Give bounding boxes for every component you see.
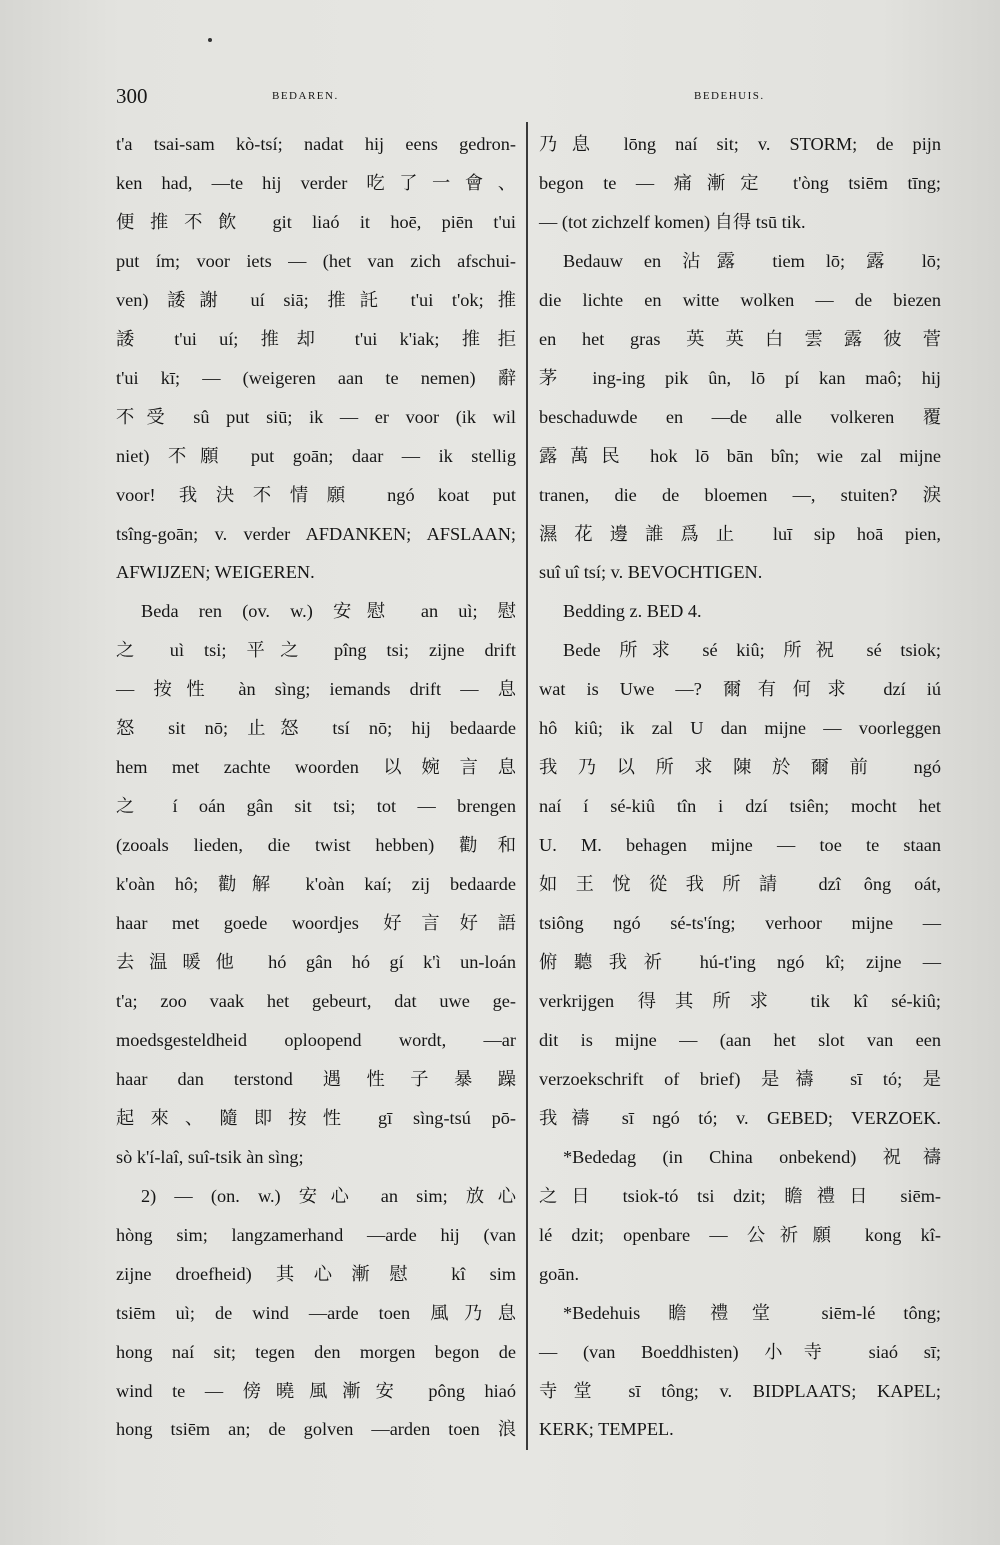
entry-headword-line: Beda ren (ov. w.) 安慰 an uì; 慰	[141, 601, 516, 622]
right-column	[539, 125, 941, 1449]
text-line: hô kiû; ik zal U dan mijne — voorleggen	[539, 718, 941, 739]
text-line: 茅 ing-ing pik ûn, lō pí kan maô; hij	[539, 367, 941, 388]
text-line: hong tsiēm an; de golven —arden toen 浪	[116, 1419, 516, 1440]
text-line: moedsgesteldheid oploopend wordt, —ar	[116, 1029, 516, 1050]
running-head-right: BEDEHUIS.	[694, 90, 765, 102]
text-line: k'oàn hô; 勸解 k'oàn kaí; zij bedaarde	[116, 874, 516, 895]
entry-headword-line: *Bedehuis 瞻禮堂 siēm-lé tông;	[563, 1302, 941, 1323]
text-line: naí í sé-kiû tîn i dzí tsiên; mocht het	[539, 796, 941, 817]
text-line: haar met goede woordjes 好言好語	[116, 913, 516, 934]
text-line: — 按性 àn sìng; iemands drift — 息	[116, 679, 516, 700]
text-line: tsîng-goān; v. verder AFDANKEN; AFSLAAN;	[116, 523, 516, 544]
text-line: tsiēm uì; de wind —arde toen 風乃息	[116, 1302, 516, 1323]
text-line: verzoekschrift of brief) 是禱 sī tó; 是	[539, 1068, 941, 1089]
page-number: 300	[116, 84, 148, 108]
text-line: AFWIJZEN; WEIGEREN.	[116, 562, 315, 583]
entry-headword-line: Bedauw en 沾露 tiem lō; 露 lō;	[563, 250, 941, 271]
text-line: lé dzit; openbare — 公祈願 kong kî-	[539, 1224, 941, 1245]
text-line: put ím; voor iets — (het van zich afschui-	[116, 250, 516, 271]
left-column	[116, 125, 516, 1449]
text-line: 如王悅從我所請 dzî ông oát,	[539, 874, 941, 895]
text-line: KERK; TEMPEL.	[539, 1419, 674, 1440]
text-line: 乃息 lōng naí sit; v. STORM; de pijn	[539, 134, 941, 154]
text-line: voor! 我決不情願 ngó koat put	[116, 484, 516, 505]
text-line: zijne droefheid) 其心漸慰 kî sim	[116, 1263, 516, 1284]
text-line: tranen, die de bloemen —, stuiten? 淚	[539, 484, 941, 505]
text-line: 我乃以所求陳於爾前 ngó	[539, 757, 941, 778]
text-line: 怒 sit nō; 止怒 tsí nō; hij bedaarde	[116, 718, 516, 739]
text-line: t'ui kī; — (weigeren aan te nemen) 辭	[116, 367, 516, 388]
text-line: hòng sim; langzamerhand —arde hij (van	[116, 1224, 516, 1245]
text-line: — (van Boeddhisten) 小寺 siaó sī;	[539, 1341, 941, 1362]
text-line: 濕花邊誰爲止 luī sip hoā pien,	[539, 523, 941, 544]
text-line: 寺堂 sī tông; v. BIDPLAATS; KAPEL;	[539, 1380, 941, 1401]
text-line: hem met zachte woorden 以婉言息	[116, 757, 516, 778]
text-line: 之日 tsiok-tó tsi dzit; 瞻禮日 siēm-	[539, 1185, 941, 1206]
text-line: goān.	[539, 1263, 580, 1284]
entry-headword-line: Bedding z. BED 4.	[563, 601, 702, 622]
entry-headword-line: Bede 所求 sé kiû; 所祝 sé tsiok;	[563, 640, 941, 661]
text-line: ken had, —te hij verder 吃了一會、	[116, 172, 516, 193]
text-line: haar dan terstond 遇性子暴躁	[116, 1068, 516, 1089]
text-line: dit is mijne — (aan het slot van een	[539, 1029, 941, 1050]
text-line: 俯聽我祈 hú-t'ing ngó kî; zijne —	[539, 952, 941, 973]
text-line: 2) — (on. w.) 安心 an sim; 放心	[141, 1185, 516, 1206]
text-line: begon te — 痛漸定 t'òng tsiēm tīng;	[539, 172, 941, 193]
text-line: t'a tsai-sam kò-tsí; nadat hij eens gedron-	[116, 134, 516, 154]
text-line: 諉 t'ui uí; 推却 t'ui k'iak; 推拒	[116, 328, 516, 349]
text-line: tsiông ngó sé-ts'íng; verhoor mijne —	[539, 913, 941, 934]
entry-headword-line: *Bededag (in China onbekend) 祝禱	[563, 1146, 941, 1167]
text-line: 之 uì tsi; 平之 pîng tsi; zijne drift	[116, 640, 516, 661]
text-line: U. M. behagen mijne — toe te staan	[539, 835, 941, 856]
text-line: hong naí sit; tegen den morgen begon de	[116, 1341, 516, 1362]
text-line: beschaduwde en —de alle volkeren 覆	[539, 406, 941, 427]
text-line: t'a; zoo vaak het gebeurt, dat uwe ge-	[116, 990, 516, 1011]
text-line: 便推不飲 git liaó it hoē, piēn t'ui	[116, 211, 516, 232]
text-line: niet) 不願 put goān; daar — ik stellig	[116, 445, 516, 466]
running-head-left: BEDAREN.	[272, 90, 339, 102]
text-line: suî uî tsí; v. BEVOCHTIGEN.	[539, 562, 763, 583]
text-line: — (tot zichzelf komen) 自得 tsū tik.	[539, 211, 806, 232]
text-line: 露萬民 hok lō bān bîn; wie zal mijne	[539, 445, 941, 466]
text-line: die lichte en witte wolken — de biezen	[539, 289, 941, 310]
text-line: 去温暖他 hó gân hó gí k'ì un-loán	[116, 952, 516, 973]
ink-speck	[208, 38, 212, 42]
text-line: verkrijgen 得其所求 tik kî sé-kiû;	[539, 990, 941, 1011]
text-line: 我禱 sī ngó tó; v. GEBED; VERZOEK.	[539, 1107, 941, 1128]
column-divider	[526, 122, 528, 1450]
text-line: wind te — 傍曉風漸安 pông hiaó	[116, 1380, 516, 1401]
text-line: (zooals lieden, die twist hebben) 勸和	[116, 835, 516, 856]
text-line: 之 í oán gân sit tsi; tot — brengen	[116, 796, 516, 817]
text-line: 起來、隨即按性 gī sìng-tsú pō-	[116, 1107, 516, 1128]
text-line: wat is Uwe —? 爾有何求 dzí iú	[539, 679, 941, 700]
text-line: en het gras 英英白雲露彼菅	[539, 328, 941, 349]
text-line: ven) 諉謝 uí siā; 推託 t'ui t'ok;推	[116, 289, 516, 310]
text-line: 不受 sû put siū; ik — er voor (ik wil	[116, 406, 516, 427]
text-line: sò k'í-laî, suî-tsik àn sìng;	[116, 1146, 304, 1167]
page-header	[0, 84, 1000, 114]
